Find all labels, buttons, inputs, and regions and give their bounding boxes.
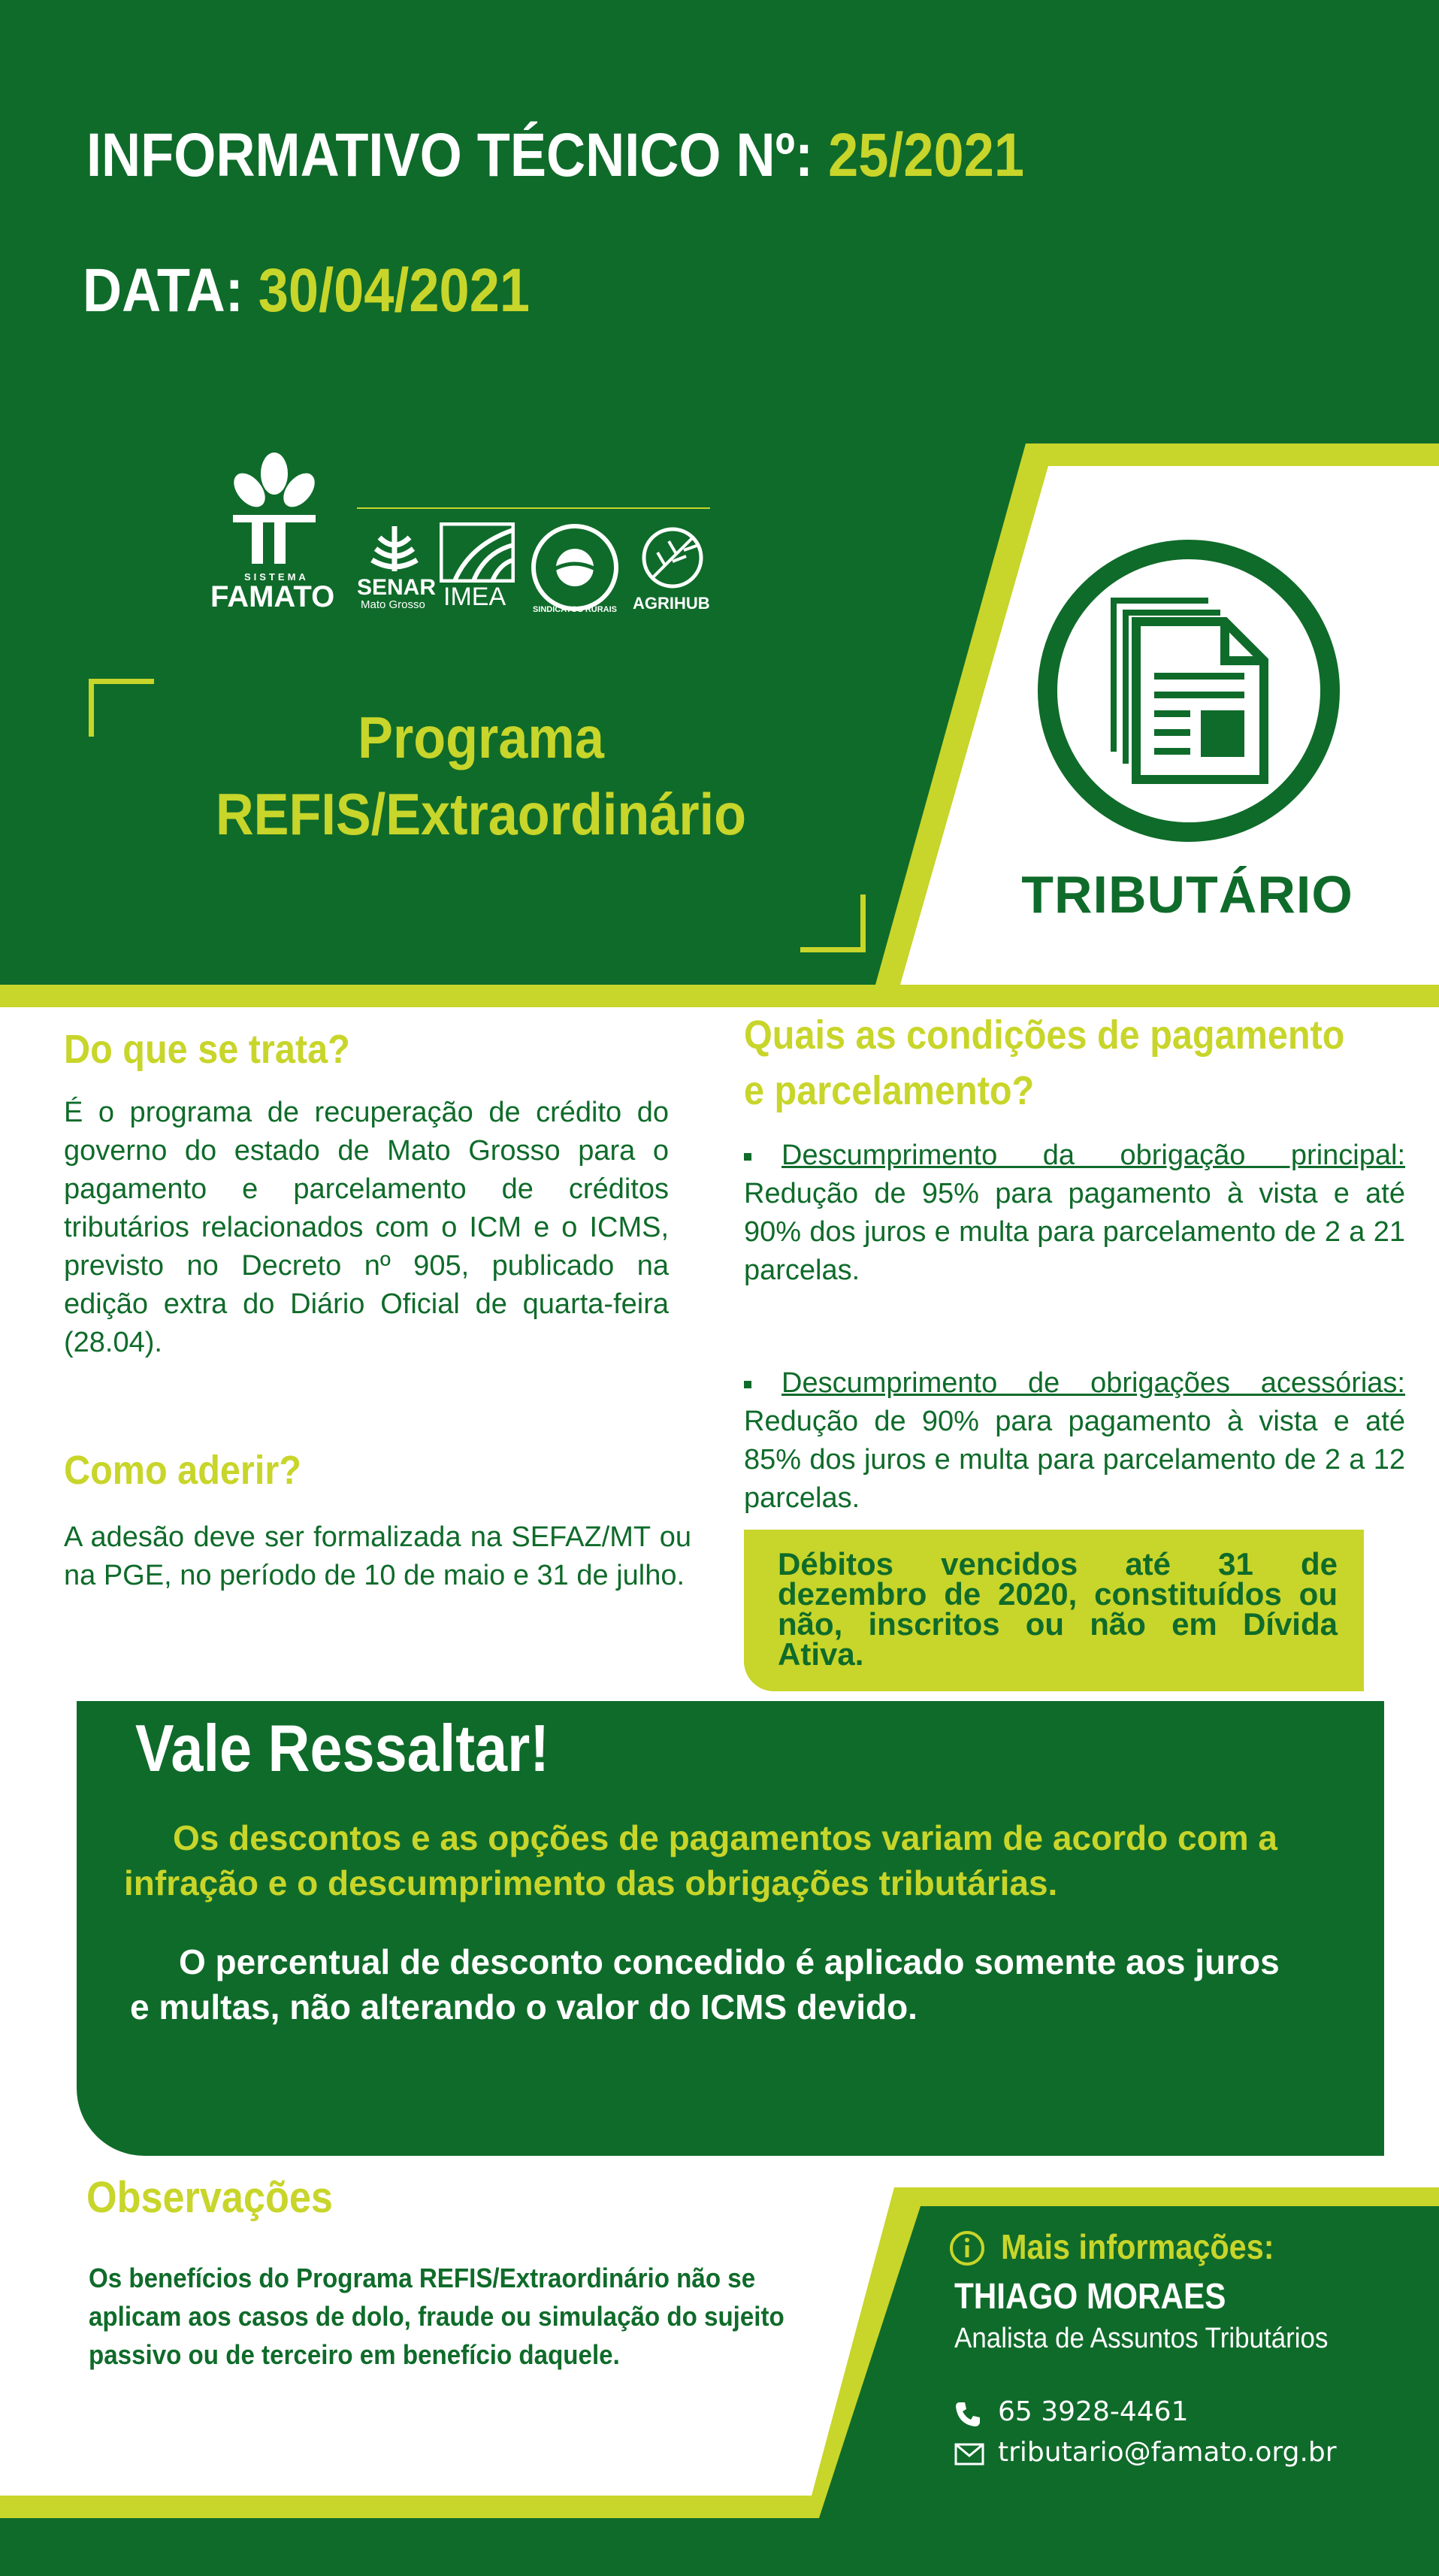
conditions-heading-line1: Quais as condições de pagamento [744, 1013, 1345, 1058]
contact-heading-text: Mais informações: [1001, 2227, 1274, 2266]
condition-item-1 [744, 1137, 1405, 1290]
contact-email-row [954, 2437, 1405, 2473]
condition-item-2-title: Descumprimento de obrigações acessórias: [781, 1367, 1405, 1399]
observacoes-heading: Observações [86, 2173, 333, 2222]
agrihub-text: AGRIHUB [633, 594, 710, 613]
highlight-text: Débitos vencidos até 31 de dezembro de 2020, constituídos ou não, inscritos ou não em Dívida Ativa. [778, 1546, 1338, 1672]
contact-block [948, 2225, 1414, 2468]
logo-divider [357, 507, 710, 509]
senar-text: SENAR [357, 575, 437, 600]
logo-row [210, 451, 714, 616]
section-how-heading: Como aderir? [64, 1448, 301, 1493]
program-title [197, 699, 765, 852]
conditions-heading-line2: e parcelamento? [744, 1068, 1035, 1113]
famato-logo-icon [210, 451, 338, 571]
program-line1: Programa [358, 704, 604, 770]
title-label: INFORMATIVO TÉCNICO Nº: [86, 121, 814, 189]
email-icon [954, 2443, 984, 2466]
imea-text: IMEA [443, 583, 506, 611]
date-label: DATA: [83, 256, 243, 325]
contact-phone[interactable]: 65 3928-4461 [998, 2396, 1189, 2427]
famato-sistema-text: SISTEMA [244, 571, 309, 583]
condition-item-1-title: Descumprimento da obrigação principal: [781, 1140, 1405, 1171]
phone-icon [954, 2401, 981, 2428]
bullet-icon [744, 1153, 751, 1161]
section-conditions-heading [744, 1007, 1344, 1118]
senar-sub-text: Mato Grosso [361, 598, 425, 611]
contact-email[interactable]: tributario@famato.org.br [998, 2437, 1337, 2468]
contact-phone-row [954, 2396, 1405, 2432]
date-value: 30/04/2021 [258, 256, 530, 325]
contact-role: Analista de Assuntos Tributários [954, 2323, 1329, 2354]
observacoes-text: Os benefícios do Programa REFIS/Extraordinário não se aplicam aos casos de dolo, fraude ou simulação do sujeito passivo ou de terceiro em benefício daquele. [89, 2263, 784, 2370]
title-number: 25/2021 [828, 121, 1024, 189]
section-what-heading: Do que se trata? [64, 1027, 350, 1072]
highlight-box [744, 1530, 1364, 1691]
sindicatos-logo-icon [530, 522, 620, 613]
vale-p2: O percentual de desconto concedido é aplicado somente aos juros e multas, não alterando o valor do ICMS devido. [130, 1942, 1280, 2027]
document-icon [1035, 537, 1342, 844]
agrihub-logo-icon [635, 519, 710, 594]
bullet-icon [744, 1381, 751, 1388]
section-what-text: É o programa de recuperação de crédito do governo do estado de Mato Grosso para o pagamento e parcelamento de créditos tributários relacionados com o ICM e o ICMS, previsto no Decreto nº 905, publicado na edição extra do Diário Oficial de quarta-feira (28.04). [64, 1097, 669, 1358]
condition-item-1-text: Redução de 95% para pagamento à vista e até 90% dos juros e multa para parcelamento de 2 a 21 parcelas. [744, 1178, 1405, 1286]
category-label: TRIBUTÁRIO [1021, 865, 1353, 924]
bracket-top-left [89, 679, 154, 737]
bracket-bottom-right [800, 894, 866, 952]
document-date [83, 256, 530, 326]
contact-name: THIAGO MORAES [954, 2277, 1226, 2317]
vale-p1: Os descontos e as opções de pagamentos variam de acordo com a infração e o descumprimento das obrigações tributárias. [124, 1818, 1277, 1902]
info-icon [948, 2229, 986, 2267]
condition-item-2 [744, 1364, 1405, 1518]
program-line2: REFIS/Extraordinário [215, 781, 747, 847]
contact-heading [948, 2225, 1414, 2272]
section-how-text: A adesão deve ser formalizada na SEFAZ/MT ou na PGE, no período de 10 de maio e 31 de julho. [64, 1521, 691, 1591]
senar-logo-icon [364, 522, 425, 575]
sindicatos-text: SINDICATOS RURAIS [532, 605, 618, 614]
condition-item-2-text: Redução de 90% para pagamento à vista e até 85% dos juros e multa para parcelamento de 2 a 12 parcelas. [744, 1406, 1405, 1514]
vale-heading: Vale Ressaltar! [135, 1711, 550, 1785]
famato-text: FAMATO [210, 580, 335, 613]
document-title [86, 120, 1024, 191]
imea-logo-icon [440, 522, 515, 583]
